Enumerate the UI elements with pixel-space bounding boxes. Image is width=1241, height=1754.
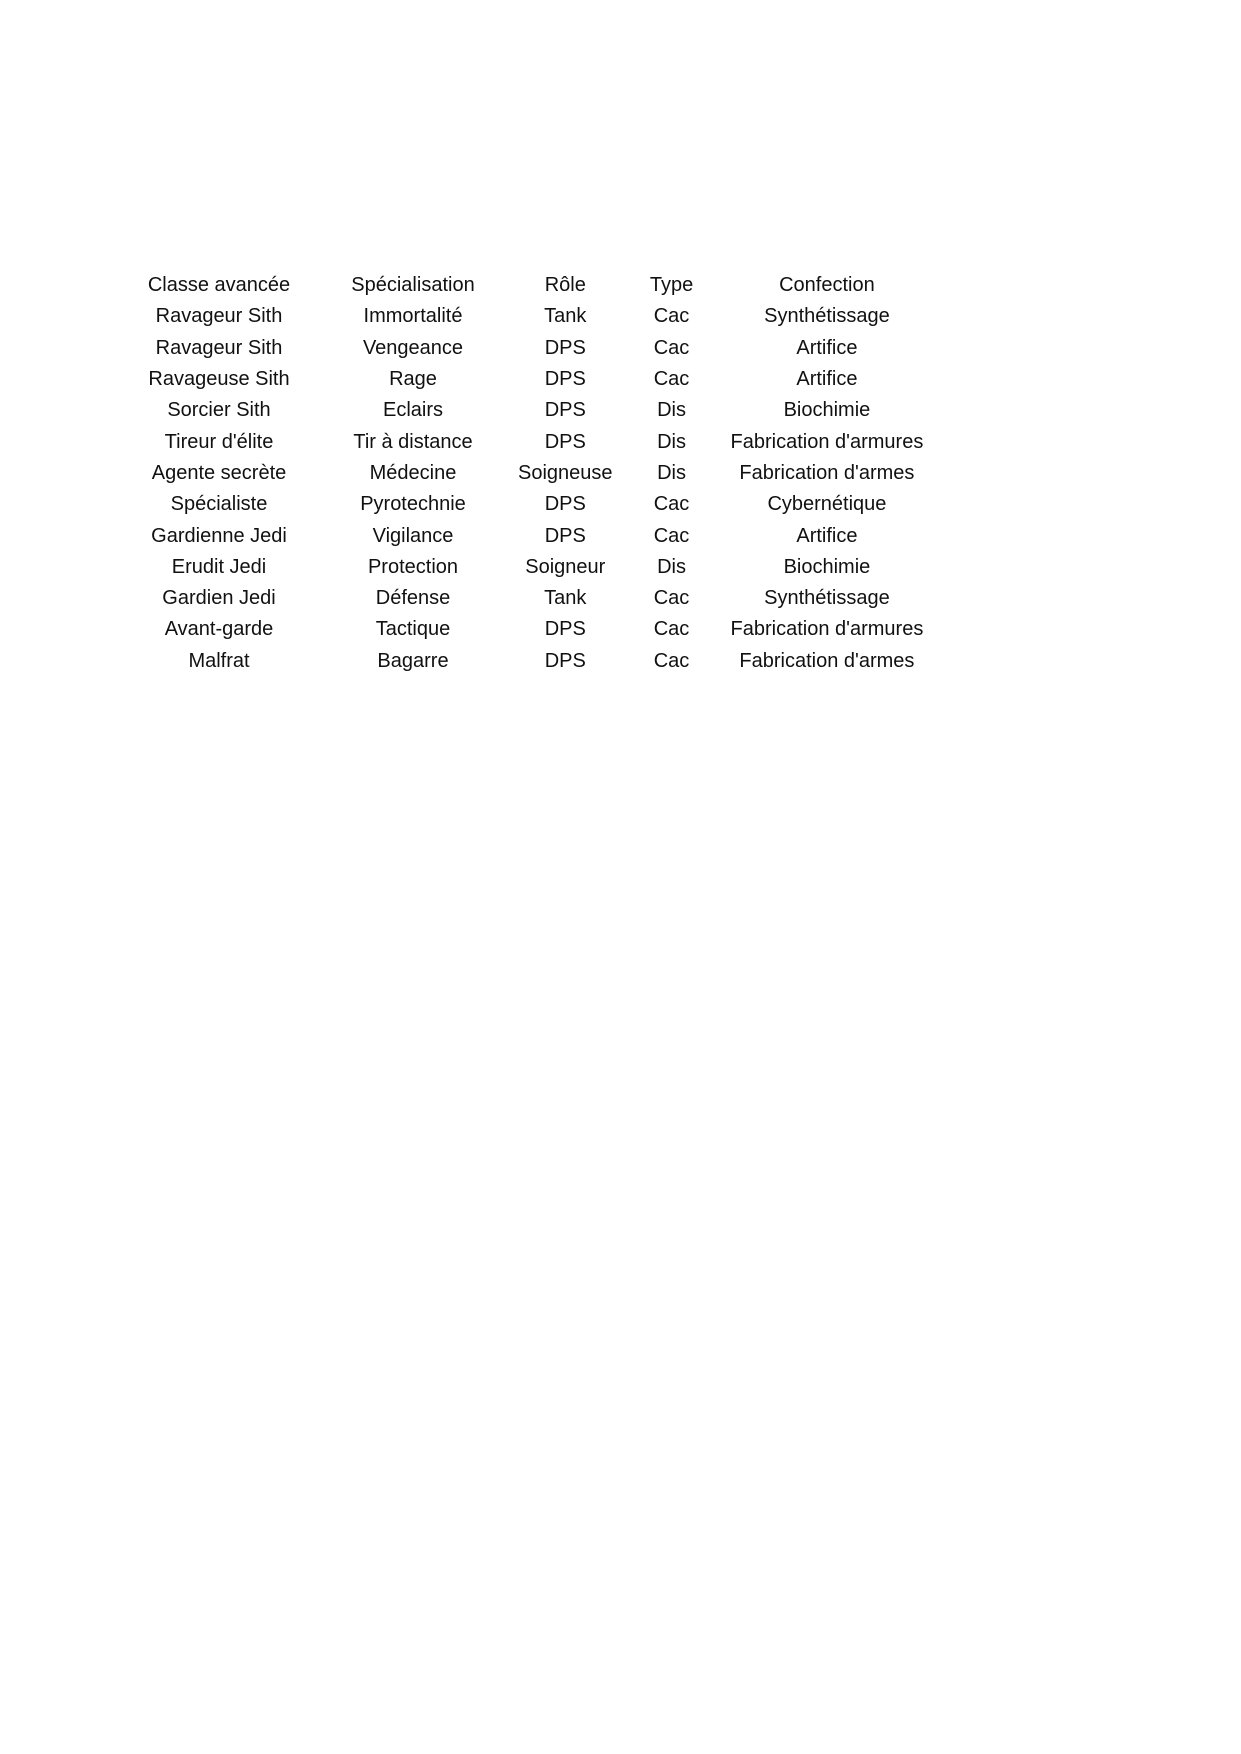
table-row [130,458,923,489]
cell-role: DPS [544,618,586,641]
class-table [130,270,923,677]
header-row [130,270,923,301]
cell-specialisation: Vengeance [362,336,464,359]
table-row [130,520,923,551]
cell-classe-avancee: Tireur d'élite [164,430,274,453]
cell-classe-avancee: Gardien Jedi [162,587,276,610]
header-confection: Confection [779,274,875,297]
cell-role: DPS [544,336,586,359]
cell-confection: Fabrication d'armes [739,461,915,484]
header-specialisation: Spécialisation [351,274,475,297]
cell-specialisation: Tactique [375,618,451,641]
cell-type: Cac [653,305,690,328]
table-row [130,301,923,332]
cell-classe-avancee: Malfrat [188,649,250,672]
header-type: Type [649,274,694,297]
table-row [130,614,923,645]
table-row [130,552,923,583]
cell-classe-avancee: Gardienne Jedi [151,524,287,547]
cell-specialisation: Vigilance [372,524,454,547]
cell-classe-avancee: Erudit Jedi [171,555,267,578]
cell-type: Cac [653,587,690,610]
cell-role: Tank [544,587,587,610]
table-row [130,489,923,520]
cell-type: Cac [653,649,690,672]
cell-role: DPS [544,524,586,547]
cell-specialisation: Immortalité [363,305,463,328]
cell-confection: Fabrication d'armures [730,430,924,453]
table-row [130,395,923,426]
cell-confection: Artifice [796,336,858,359]
cell-specialisation: Tir à distance [353,430,473,453]
cell-type: Cac [653,336,690,359]
cell-confection: Synthétissage [764,587,890,610]
cell-type: Dis [657,555,686,578]
cell-confection: Fabrication d'armures [730,618,924,641]
cell-role: DPS [544,368,586,391]
cell-classe-avancee: Ravageuse Sith [148,368,290,391]
cell-confection: Synthétissage [764,305,890,328]
cell-role: DPS [544,399,586,422]
cell-classe-avancee: Avant-garde [164,618,274,641]
cell-classe-avancee: Sorcier Sith [167,399,271,422]
cell-type: Cac [653,493,690,516]
table-body [130,301,923,677]
table-row [130,364,923,395]
cell-role: Soigneur [525,555,606,578]
cell-classe-avancee: Agente secrète [151,461,287,484]
cell-role: Soigneuse [518,461,613,484]
spreadsheet-page [130,270,923,677]
cell-type: Cac [653,524,690,547]
table-row [130,333,923,364]
cell-confection: Artifice [796,368,858,391]
cell-specialisation: Eclairs [382,399,443,422]
cell-confection: Biochimie [783,555,871,578]
cell-confection: Cybernétique [767,493,887,516]
cell-specialisation: Pyrotechnie [360,493,466,516]
cell-specialisation: Médecine [369,461,457,484]
cell-specialisation: Défense [375,587,451,610]
cell-classe-avancee: Spécialiste [170,493,268,516]
cell-confection: Artifice [796,524,858,547]
cell-classe-avancee: Ravageur Sith [155,336,283,359]
cell-confection: Biochimie [783,399,871,422]
cell-role: DPS [544,493,586,516]
cell-type: Dis [657,430,686,453]
header-role: Rôle [544,274,586,297]
cell-type: Cac [653,618,690,641]
cell-confection: Fabrication d'armes [739,649,915,672]
cell-role: Tank [544,305,587,328]
table-row [130,583,923,614]
cell-type: Dis [657,399,686,422]
cell-specialisation: Rage [389,368,437,391]
cell-type: Cac [653,368,690,391]
cell-specialisation: Protection [367,555,459,578]
cell-specialisation: Bagarre [377,649,449,672]
table-row [130,646,923,677]
cell-role: DPS [544,649,586,672]
cell-classe-avancee: Ravageur Sith [155,305,283,328]
header-classe-avancee: Classe avancée [147,274,291,297]
cell-type: Dis [657,461,686,484]
table-row [130,426,923,457]
cell-role: DPS [544,430,586,453]
